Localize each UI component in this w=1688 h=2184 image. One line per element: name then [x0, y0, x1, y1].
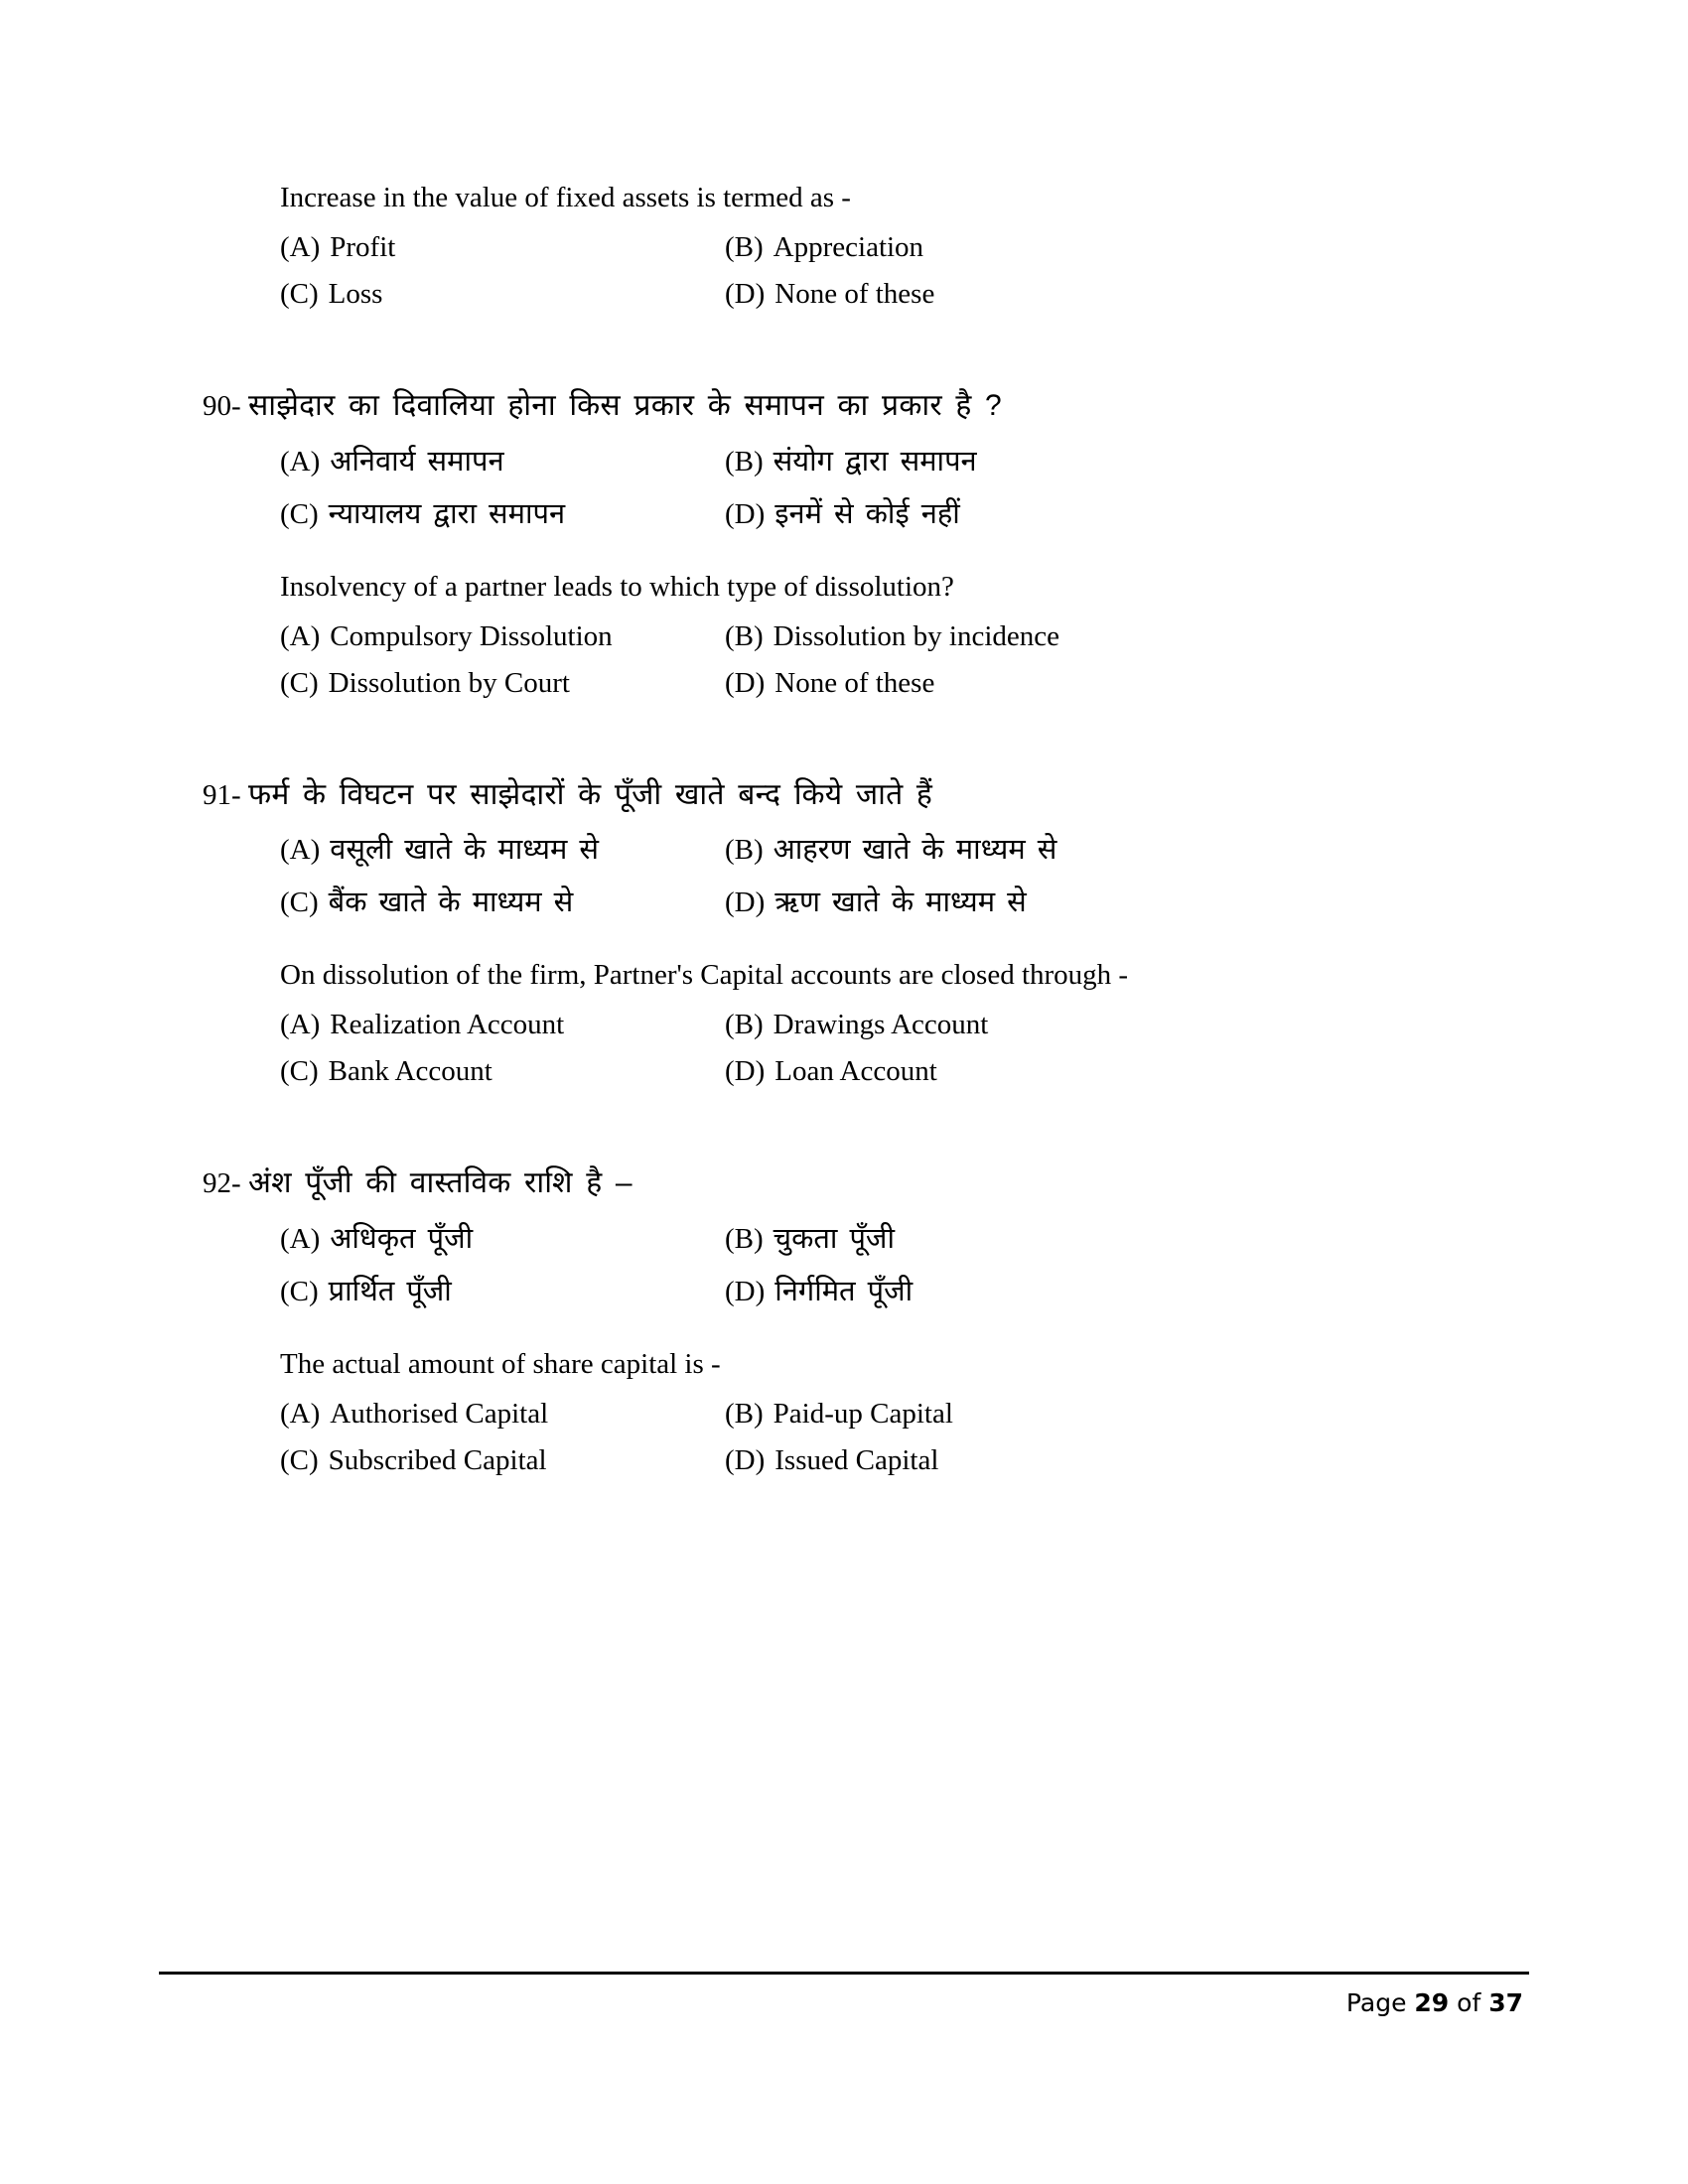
option-label: Profit — [330, 231, 396, 264]
option-row — [280, 441, 1470, 479]
option-key: (B) — [725, 231, 764, 264]
option-key: (D) — [725, 278, 766, 311]
q91-option-d-english[interactable] — [725, 1055, 1470, 1088]
option-key: (B) — [725, 1398, 764, 1431]
option-row — [280, 1398, 1470, 1431]
spacer — [248, 1323, 1470, 1345]
question-91 — [203, 775, 1470, 1089]
q92-stem-hindi: अंश पूँजी की वास्तविक राशि है – — [248, 1166, 633, 1200]
option-row — [280, 829, 1470, 868]
option-key: (A) — [280, 231, 321, 264]
option-key: (B) — [725, 619, 764, 652]
footer-total-pages: 37 — [1488, 1988, 1523, 2017]
option-key: (D) — [725, 887, 766, 919]
option-key: (A) — [280, 1398, 321, 1431]
q91-stem-english-line — [248, 956, 1470, 995]
q90-option-d-hindi[interactable] — [725, 493, 1470, 532]
option-key: (D) — [725, 1055, 766, 1088]
option-a[interactable] — [280, 231, 725, 264]
option-label: इनमें से कोई नहीं — [774, 497, 960, 530]
option-row — [280, 1444, 1470, 1477]
q90-option-b-hindi[interactable] — [725, 441, 1470, 479]
option-row — [280, 1009, 1470, 1041]
page-content — [203, 179, 1470, 1491]
option-label: अधिकृत पूँजी — [330, 1222, 474, 1255]
q91-options-hindi — [248, 829, 1470, 920]
q92-number: 92- — [203, 1167, 241, 1200]
option-row — [280, 231, 1470, 264]
option-d[interactable] — [725, 278, 1470, 311]
q91-option-a-hindi[interactable] — [280, 829, 725, 868]
option-label: ऋण खाते के माध्यम से — [774, 887, 1027, 919]
option-key: (A) — [280, 1222, 321, 1255]
option-key: (D) — [725, 1275, 766, 1307]
q91-number: 91- — [203, 778, 241, 811]
option-label: Loss — [328, 278, 383, 311]
option-label: None of these — [774, 666, 935, 699]
q90-stem-hindi: साझेदार का दिवालिया होना किस प्रकार के समापन का प्रकार है ? — [248, 389, 1002, 423]
option-key: (A) — [280, 834, 321, 867]
q91-option-b-english[interactable] — [725, 1009, 1470, 1041]
option-label: Dissolution by incidence — [773, 619, 1060, 652]
option-key: (D) — [725, 1444, 766, 1477]
option-key: (C) — [280, 278, 319, 311]
option-key: (D) — [725, 666, 766, 699]
continuation-stem-english: Increase in the value of fixed assets is termed as - — [280, 182, 851, 213]
q90-stem-english-line — [248, 568, 1470, 607]
q92-option-a-english[interactable] — [280, 1398, 725, 1431]
q90-option-c-english[interactable] — [280, 667, 725, 700]
option-key: (C) — [280, 1275, 319, 1307]
page-number-text — [159, 1988, 1529, 2017]
q90-option-c-hindi[interactable] — [280, 493, 725, 532]
option-label: Authorised Capital — [330, 1398, 549, 1431]
question-90 — [203, 386, 1470, 700]
q90-number: 90- — [203, 390, 241, 423]
spacer — [248, 714, 1470, 775]
q91-stem-hindi-line — [203, 775, 1470, 816]
option-label: प्रार्थित पूँजी — [328, 1275, 452, 1307]
option-key: (C) — [280, 1444, 319, 1477]
option-label: संयोग द्वारा समापन — [773, 445, 977, 478]
spacer — [248, 546, 1470, 568]
option-label: अनिवार्य समापन — [330, 445, 504, 478]
option-label: Paid-up Capital — [773, 1398, 953, 1431]
footer-current-page: 29 — [1414, 1988, 1450, 2017]
option-row — [280, 278, 1470, 311]
q90-option-d-english[interactable] — [725, 667, 1470, 700]
option-label: Compulsory Dissolution — [330, 619, 613, 652]
q92-option-b-hindi[interactable] — [725, 1218, 1470, 1257]
option-label: बैंक खाते के माध्यम से — [328, 887, 574, 919]
q92-options-hindi — [248, 1218, 1470, 1309]
q90-stem-english: Insolvency of a partner leads to which type of dissolution? — [280, 570, 954, 603]
option-label: Issued Capital — [774, 1444, 939, 1477]
q91-option-b-hindi[interactable] — [725, 829, 1470, 868]
q91-option-c-english[interactable] — [280, 1055, 725, 1088]
q92-option-d-hindi[interactable] — [725, 1271, 1470, 1309]
q90-option-b-english[interactable] — [725, 620, 1470, 653]
option-key: (C) — [280, 497, 319, 530]
spacer — [248, 325, 1470, 386]
option-label: None of these — [774, 278, 935, 311]
footer-divider — [159, 1972, 1529, 1975]
option-label: न्यायालय द्वारा समापन — [328, 497, 566, 530]
footer-middle: of — [1449, 1988, 1489, 2017]
option-label: Appreciation — [773, 231, 924, 264]
q91-options-english — [248, 1009, 1470, 1088]
option-label: Dissolution by Court — [328, 666, 570, 699]
option-row — [280, 667, 1470, 700]
footer-prefix: Page — [1345, 1988, 1415, 2017]
q92-option-b-english[interactable] — [725, 1398, 1470, 1431]
option-row — [280, 1055, 1470, 1088]
option-label: Realization Account — [330, 1009, 565, 1041]
page-footer — [159, 1972, 1529, 2017]
q92-stem-english: The actual amount of share capital is - — [280, 1347, 721, 1380]
q91-stem-english: On dissolution of the firm, Partner's Capital accounts are closed through - — [280, 959, 1129, 992]
option-label: आहरण खाते के माध्यम से — [773, 834, 1057, 867]
option-row — [280, 1271, 1470, 1309]
q92-option-d-english[interactable] — [725, 1444, 1470, 1477]
q90-stem-hindi-line — [203, 386, 1470, 427]
option-label: चुकता पूँजी — [773, 1222, 895, 1255]
q92-option-c-english[interactable] — [280, 1444, 725, 1477]
spacer — [248, 1102, 1470, 1163]
option-key: (B) — [725, 445, 764, 478]
q90-options-english — [248, 620, 1470, 700]
q92-option-a-hindi[interactable] — [280, 1218, 725, 1257]
option-row — [280, 493, 1470, 532]
option-key: (C) — [280, 887, 319, 919]
q92-option-c-hindi[interactable] — [280, 1271, 725, 1309]
option-row — [280, 1218, 1470, 1257]
q91-stem-hindi: फर्म के विघटन पर साझेदारों के पूँजी खाते बन्द किये जाते हैं — [248, 777, 933, 811]
option-key: (B) — [725, 834, 764, 867]
option-row — [280, 620, 1470, 653]
option-key: (C) — [280, 1055, 319, 1088]
option-key: (C) — [280, 666, 319, 699]
q91-option-a-english[interactable] — [280, 1009, 725, 1041]
option-label: Bank Account — [328, 1055, 492, 1088]
q90-option-a-english[interactable] — [280, 620, 725, 653]
option-c[interactable] — [280, 278, 725, 311]
option-label: वसूली खाते के माध्यम से — [330, 834, 599, 867]
option-key: (A) — [280, 619, 321, 652]
option-label: Loan Account — [774, 1055, 937, 1088]
q91-option-c-hindi[interactable] — [280, 882, 725, 920]
option-key: (D) — [725, 497, 766, 530]
question-92 — [203, 1163, 1470, 1477]
q92-stem-hindi-line — [203, 1163, 1470, 1204]
option-b[interactable] — [725, 231, 1470, 264]
q92-stem-english-line — [248, 1345, 1470, 1384]
option-label: निर्गमित पूँजी — [774, 1275, 914, 1307]
continuation-options-english — [248, 231, 1470, 311]
q91-option-d-hindi[interactable] — [725, 882, 1470, 920]
q90-option-a-hindi[interactable] — [280, 441, 725, 479]
continuation-stem-english-line — [248, 179, 1470, 217]
option-key: (A) — [280, 445, 321, 478]
option-key: (A) — [280, 1009, 321, 1041]
option-key: (B) — [725, 1009, 764, 1041]
option-row — [280, 882, 1470, 920]
question-continuation-block — [248, 179, 1470, 311]
q92-options-english — [248, 1398, 1470, 1477]
q90-options-hindi — [248, 441, 1470, 532]
option-key: (B) — [725, 1222, 764, 1255]
option-label: Drawings Account — [773, 1009, 989, 1041]
option-label: Subscribed Capital — [328, 1444, 547, 1477]
spacer — [248, 934, 1470, 956]
